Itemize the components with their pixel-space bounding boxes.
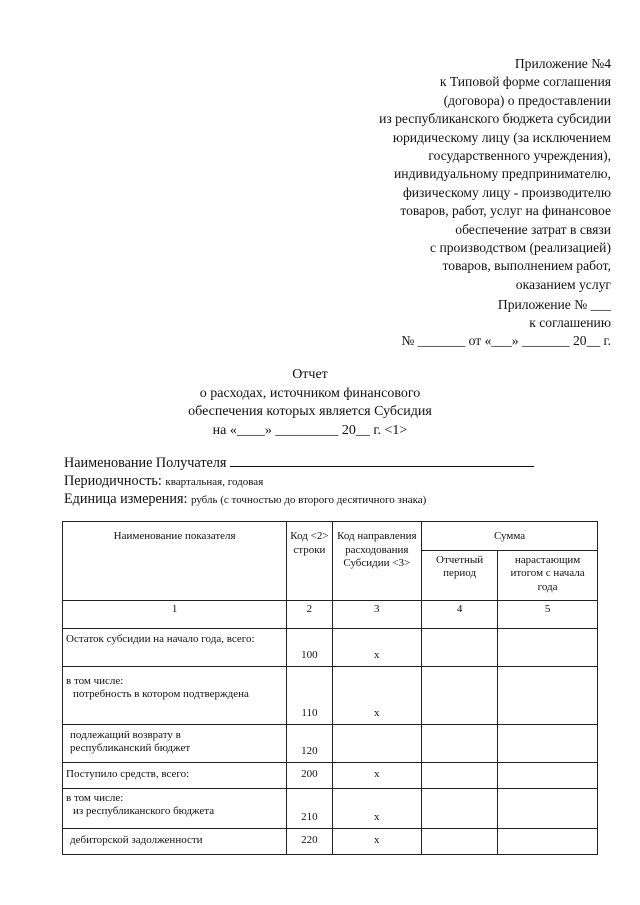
- periodicity-row: [64, 473, 624, 492]
- agreement-number-date: № _______ от «___» _______ 20__ г.: [401, 333, 611, 349]
- title-line: Отчет: [292, 367, 328, 382]
- report-info: [64, 453, 624, 510]
- appendix-line: из республиканского бюджета субсидии: [379, 111, 611, 127]
- row-name-prefix: в том числе:: [66, 791, 124, 804]
- row-direction: [332, 724, 422, 762]
- title-line: обеспечения которых является Субсидия: [188, 404, 432, 419]
- col-number: 3: [332, 600, 422, 628]
- col-number: 1: [63, 600, 287, 628]
- row-name: [63, 788, 287, 828]
- table-row: [63, 666, 598, 724]
- table-row: [63, 724, 598, 762]
- table-header-row: [63, 522, 598, 551]
- col-number: 4: [422, 600, 498, 628]
- unit-row: [64, 491, 624, 510]
- appendix-line: юридическому лицу (за исключением: [392, 129, 611, 145]
- report-title: [160, 366, 460, 440]
- column-number-row: [63, 600, 598, 628]
- row-name-prefix: в том числе:: [66, 674, 124, 687]
- header-direction: Код направления расходования Субсидии <3>: [332, 522, 422, 601]
- cell-period[interactable]: [422, 666, 498, 724]
- header-code: Код <2> строки: [287, 522, 332, 601]
- appendix-line: Приложение №4: [514, 56, 611, 71]
- cell-cumulative[interactable]: [498, 762, 598, 788]
- header-sum: Сумма: [422, 522, 598, 551]
- appendix-line: физическому лицу - производителю: [402, 184, 611, 200]
- col-number: 5: [498, 600, 598, 628]
- row-code: 220: [287, 828, 332, 854]
- title-line: о расходах, источником финансового: [199, 385, 421, 401]
- row-name-text: потребность в котором подтверждена: [73, 688, 249, 700]
- appendix-header: [281, 55, 611, 294]
- appendix-line: обеспечение затрат в связи: [455, 221, 611, 237]
- header-name: Наименование показателя: [63, 522, 287, 601]
- periodicity-value: квартальная, годовая: [165, 475, 264, 488]
- appendix-line: товаров, выполнением работ,: [442, 258, 611, 274]
- appendix-line: (договора) о предоставлении: [443, 92, 611, 108]
- recipient-row: [64, 453, 624, 473]
- row-code: 210: [287, 788, 332, 828]
- cell-cumulative[interactable]: [498, 666, 598, 724]
- row-direction: x: [332, 762, 422, 788]
- cell-period[interactable]: [422, 724, 498, 762]
- row-code: 100: [287, 628, 332, 666]
- cell-cumulative[interactable]: [498, 828, 598, 854]
- agreement-appendix: [281, 296, 611, 351]
- row-name: подлежащий возврату в республиканский бюджет: [63, 724, 287, 762]
- unit-label: Единица измерения:: [64, 491, 188, 507]
- agreement-appendix-ref: к соглашению: [529, 315, 611, 331]
- header-cumulative: нарастающим итогом с начала года: [498, 550, 598, 600]
- cell-period[interactable]: [422, 788, 498, 828]
- row-name: Остаток субсидии на начало года, всего:: [63, 628, 287, 666]
- row-name: Поступило средств, всего:: [63, 762, 287, 788]
- appendix-line: оказанием услуг: [515, 276, 611, 292]
- appendix-line: товаров, работ, услуг на финансовое: [400, 203, 611, 219]
- row-name: [63, 666, 287, 724]
- appendix-line: к Типовой форме соглашения: [439, 74, 611, 90]
- table-row: [63, 762, 598, 788]
- header-period: Отчетный период: [422, 550, 498, 600]
- row-direction: x: [332, 828, 422, 854]
- row-direction: x: [332, 666, 422, 724]
- row-name: дебиторской задолженности: [63, 828, 287, 854]
- row-code: 120: [287, 724, 332, 762]
- unit-value: рубль (с точностью до второго десятичного знака): [190, 494, 427, 506]
- report-table: [62, 521, 598, 855]
- appendix-line: с производством (реализацией): [430, 240, 611, 256]
- row-direction: x: [332, 788, 422, 828]
- cell-cumulative[interactable]: [498, 724, 598, 762]
- row-code: 200: [287, 762, 332, 788]
- row-name-text: из республиканского бюджета: [73, 805, 215, 817]
- recipient-field[interactable]: [230, 453, 534, 467]
- cell-cumulative[interactable]: [498, 628, 598, 666]
- table-row: [63, 788, 598, 828]
- agreement-appendix-number: Приложение № ___: [497, 297, 611, 312]
- cell-period[interactable]: [422, 628, 498, 666]
- cell-cumulative[interactable]: [498, 788, 598, 828]
- title-date-line: на «____» _________ 20__ г. <1>: [212, 422, 408, 438]
- appendix-line: индивидуальному предпринимателю,: [394, 166, 611, 182]
- appendix-line: государственного учреждения),: [428, 148, 611, 164]
- col-number: 2: [287, 600, 332, 628]
- row-direction: x: [332, 628, 422, 666]
- cell-period[interactable]: [422, 762, 498, 788]
- table-row: [63, 628, 598, 666]
- table-row: [63, 828, 598, 854]
- recipient-label: Наименование Получателя: [64, 455, 227, 471]
- cell-period[interactable]: [422, 828, 498, 854]
- periodicity-label: Периодичность:: [64, 472, 162, 489]
- row-code: 110: [287, 666, 332, 724]
